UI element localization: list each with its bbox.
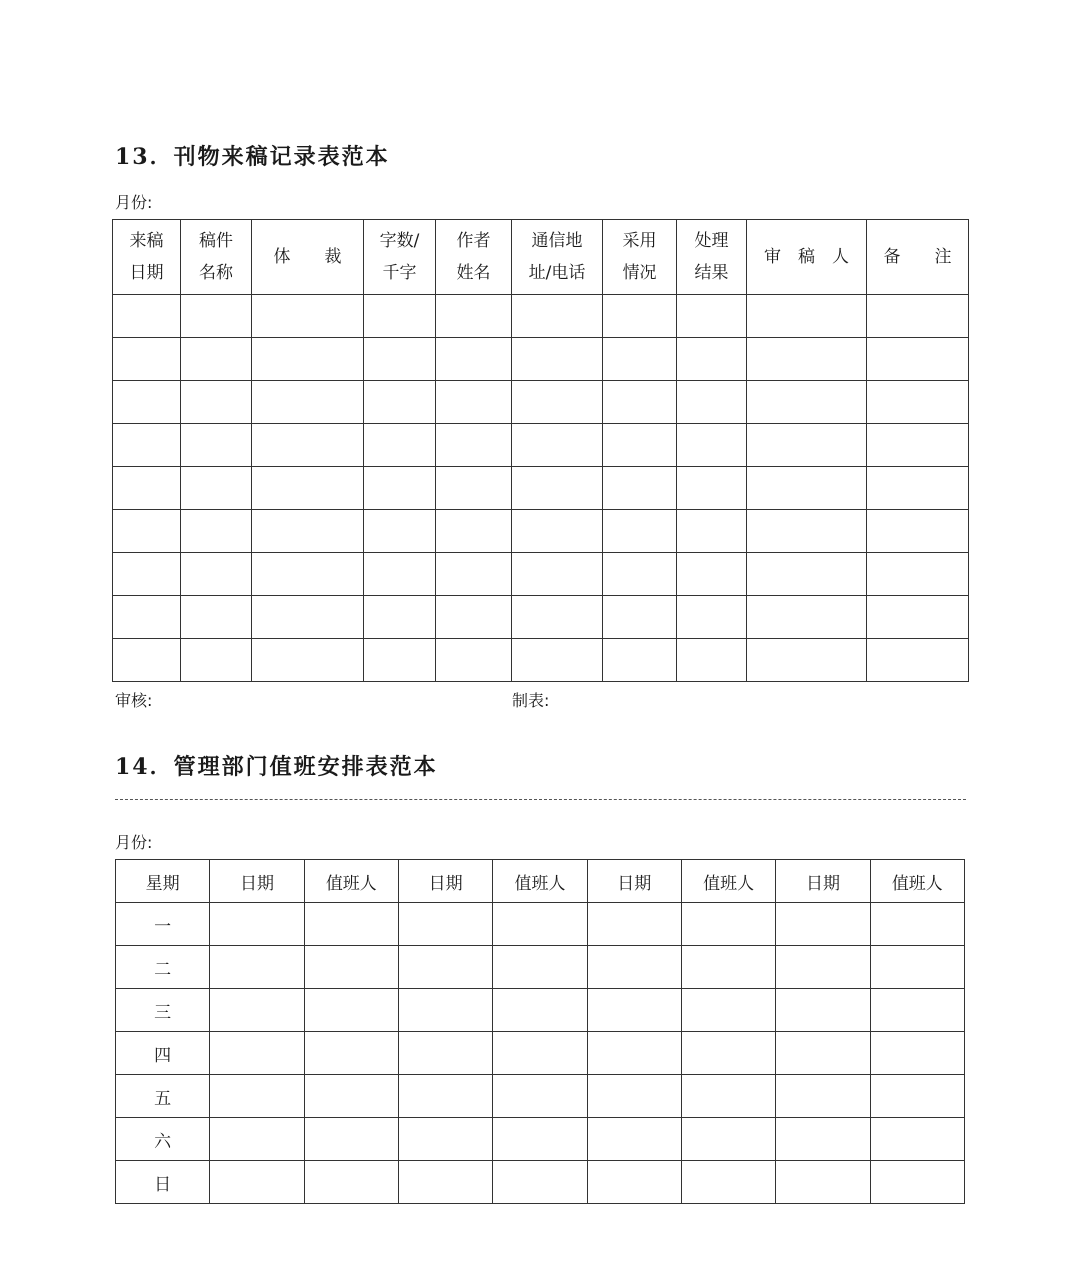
table-cell[interactable] — [252, 510, 364, 553]
table-cell[interactable] — [113, 553, 181, 596]
table-cell[interactable] — [252, 553, 364, 596]
table-row — [113, 510, 969, 553]
table-cell[interactable] — [436, 596, 512, 639]
table-cell[interactable] — [304, 903, 398, 946]
header-processing-result: 处理 结果 — [677, 220, 747, 295]
table-cell[interactable] — [867, 510, 969, 553]
table-cell[interactable] — [113, 467, 181, 510]
table-row — [116, 989, 965, 1032]
table-cell[interactable] — [776, 946, 870, 989]
table-cell[interactable] — [747, 639, 867, 682]
table-cell[interactable] — [747, 338, 867, 381]
table-cell[interactable] — [398, 1032, 492, 1075]
table-cell[interactable] — [603, 424, 677, 467]
table-cell[interactable] — [181, 338, 252, 381]
table-cell[interactable] — [304, 1032, 398, 1075]
table-cell[interactable] — [252, 639, 364, 682]
table-cell[interactable] — [113, 639, 181, 682]
manuscript-record-table — [112, 219, 969, 682]
table-cell[interactable] — [364, 510, 436, 553]
table-cell[interactable] — [436, 553, 512, 596]
header-date-4: 日期 — [776, 860, 870, 903]
table-cell[interactable] — [870, 903, 964, 946]
table-cell[interactable] — [364, 553, 436, 596]
table-cell[interactable] — [252, 467, 364, 510]
table-cell[interactable] — [867, 467, 969, 510]
table-cell[interactable] — [512, 338, 603, 381]
table-cell[interactable] — [364, 424, 436, 467]
table-cell[interactable] — [776, 1161, 870, 1204]
table-cell[interactable] — [398, 989, 492, 1032]
table-cell[interactable] — [870, 1118, 964, 1161]
table-cell[interactable] — [436, 338, 512, 381]
header-adoption-status: 采用 情况 — [603, 220, 677, 295]
weekday-cell: 六 — [116, 1118, 210, 1161]
table-cell[interactable] — [870, 1075, 964, 1118]
table-cell[interactable] — [677, 338, 747, 381]
table-cell[interactable] — [587, 1118, 681, 1161]
table-cell[interactable] — [304, 1075, 398, 1118]
table-cell[interactable] — [364, 467, 436, 510]
table-cell[interactable] — [113, 338, 181, 381]
table-cell[interactable] — [210, 1118, 304, 1161]
table-cell[interactable] — [603, 295, 677, 338]
table-cell[interactable] — [677, 295, 747, 338]
table-row — [113, 381, 969, 424]
table-cell[interactable] — [747, 596, 867, 639]
header-remarks: 备 注 — [867, 220, 969, 295]
table-cell[interactable] — [867, 295, 969, 338]
header-date-3: 日期 — [587, 860, 681, 903]
header-word-count: 字数/ 千字 — [364, 220, 436, 295]
weekday-cell: 二 — [116, 946, 210, 989]
table-cell[interactable] — [870, 946, 964, 989]
table-cell[interactable] — [681, 1118, 775, 1161]
table-cell[interactable] — [776, 1075, 870, 1118]
table-cell[interactable] — [181, 510, 252, 553]
table-cell[interactable] — [677, 553, 747, 596]
duty-schedule-table — [115, 859, 965, 1204]
table-cell[interactable] — [512, 424, 603, 467]
table-cell[interactable] — [512, 553, 603, 596]
header-submit-date: 来稿 日期 — [113, 220, 181, 295]
header-manuscript-name: 稿件 名称 — [181, 220, 252, 295]
table-cell[interactable] — [210, 1161, 304, 1204]
table-cell[interactable] — [747, 424, 867, 467]
table-cell[interactable] — [398, 1161, 492, 1204]
table-cell[interactable] — [603, 553, 677, 596]
table-cell[interactable] — [587, 903, 681, 946]
table-cell[interactable] — [867, 338, 969, 381]
table-cell[interactable] — [603, 338, 677, 381]
table-cell[interactable] — [252, 424, 364, 467]
table-cell[interactable] — [677, 467, 747, 510]
table-cell[interactable] — [304, 1118, 398, 1161]
table-cell[interactable] — [436, 639, 512, 682]
table-cell[interactable] — [493, 946, 587, 989]
table-cell[interactable] — [398, 946, 492, 989]
header-weekday: 星期 — [116, 860, 210, 903]
reviewer-label: 审核: — [115, 691, 153, 710]
table-cell[interactable] — [776, 1032, 870, 1075]
table-cell[interactable] — [493, 903, 587, 946]
section14-month-label: 月份: — [115, 833, 153, 852]
table-cell[interactable] — [512, 639, 603, 682]
weekday-cell: 三 — [116, 989, 210, 1032]
header-on-duty-2: 值班人 — [493, 860, 587, 903]
table-cell[interactable] — [210, 903, 304, 946]
table-cell[interactable] — [587, 1161, 681, 1204]
header-author-name: 作者 姓名 — [436, 220, 512, 295]
table-cell[interactable] — [512, 381, 603, 424]
table-cell[interactable] — [747, 295, 867, 338]
table-cell[interactable] — [747, 381, 867, 424]
table-cell[interactable] — [587, 946, 681, 989]
table-cell[interactable] — [747, 510, 867, 553]
header-on-duty-3: 值班人 — [681, 860, 775, 903]
table-cell[interactable] — [436, 295, 512, 338]
table-row — [116, 1118, 965, 1161]
header-on-duty-1: 值班人 — [304, 860, 398, 903]
table-cell[interactable] — [493, 1161, 587, 1204]
table-cell[interactable] — [867, 639, 969, 682]
table-cell[interactable] — [867, 596, 969, 639]
table-cell[interactable] — [512, 596, 603, 639]
table-cell[interactable] — [436, 467, 512, 510]
weekday-cell: 五 — [116, 1075, 210, 1118]
table-row — [116, 1075, 965, 1118]
header-reviewer: 审 稿 人 — [747, 220, 867, 295]
header-date-1: 日期 — [210, 860, 304, 903]
table-cell[interactable] — [603, 510, 677, 553]
table-cell[interactable] — [252, 596, 364, 639]
table-cell[interactable] — [677, 510, 747, 553]
table-cell[interactable] — [776, 1118, 870, 1161]
table-cell[interactable] — [681, 989, 775, 1032]
table-cell[interactable] — [181, 295, 252, 338]
table-cell[interactable] — [587, 989, 681, 1032]
table-cell[interactable] — [181, 381, 252, 424]
weekday-cell: 一 — [116, 903, 210, 946]
table-row — [116, 903, 965, 946]
table-cell[interactable] — [304, 989, 398, 1032]
table-cell[interactable] — [181, 596, 252, 639]
table-cell[interactable] — [677, 639, 747, 682]
table-cell[interactable] — [436, 424, 512, 467]
table-cell[interactable] — [493, 989, 587, 1032]
table-cell[interactable] — [867, 553, 969, 596]
dashed-divider — [115, 799, 966, 800]
table-cell[interactable] — [603, 596, 677, 639]
table-cell[interactable] — [364, 295, 436, 338]
table-cell[interactable] — [587, 1032, 681, 1075]
table-row — [116, 1161, 965, 1204]
table-row — [116, 946, 965, 989]
table-cell[interactable] — [436, 381, 512, 424]
table-cell[interactable] — [304, 1161, 398, 1204]
table-row — [113, 295, 969, 338]
table-cell[interactable] — [398, 1118, 492, 1161]
table-row — [113, 553, 969, 596]
table-cell[interactable] — [681, 946, 775, 989]
table-cell[interactable] — [587, 1075, 681, 1118]
table-row — [113, 424, 969, 467]
table-cell[interactable] — [113, 381, 181, 424]
table-row — [113, 338, 969, 381]
table-cell[interactable] — [210, 989, 304, 1032]
section13-month-label: 月份: — [115, 193, 153, 212]
table-cell[interactable] — [677, 424, 747, 467]
table-cell[interactable] — [252, 295, 364, 338]
table-cell[interactable] — [436, 510, 512, 553]
table-cell[interactable] — [364, 338, 436, 381]
table-cell[interactable] — [870, 1032, 964, 1075]
table-cell[interactable] — [677, 596, 747, 639]
table-cell[interactable] — [603, 467, 677, 510]
table-cell[interactable] — [364, 596, 436, 639]
table-cell[interactable] — [252, 338, 364, 381]
table-cell[interactable] — [776, 989, 870, 1032]
table-cell[interactable] — [210, 1032, 304, 1075]
table-cell[interactable] — [398, 1075, 492, 1118]
table-cell[interactable] — [867, 424, 969, 467]
table-cell[interactable] — [681, 1161, 775, 1204]
table-cell[interactable] — [512, 295, 603, 338]
table-cell[interactable] — [681, 1075, 775, 1118]
table-row — [113, 467, 969, 510]
table-row — [113, 639, 969, 682]
table-cell[interactable] — [210, 946, 304, 989]
table-cell[interactable] — [870, 989, 964, 1032]
table-cell[interactable] — [681, 903, 775, 946]
table-cell[interactable] — [181, 424, 252, 467]
table-cell[interactable] — [113, 295, 181, 338]
header-on-duty-4: 值班人 — [870, 860, 964, 903]
table-row — [113, 596, 969, 639]
table-cell[interactable] — [364, 381, 436, 424]
table-cell[interactable] — [747, 553, 867, 596]
table-cell[interactable] — [512, 467, 603, 510]
header-genre: 体 裁 — [252, 220, 364, 295]
table-cell[interactable] — [603, 381, 677, 424]
table-cell[interactable] — [210, 1075, 304, 1118]
table-cell[interactable] — [113, 510, 181, 553]
table-cell[interactable] — [776, 903, 870, 946]
table-cell[interactable] — [493, 1075, 587, 1118]
header-date-2: 日期 — [398, 860, 492, 903]
table-cell[interactable] — [677, 381, 747, 424]
weekday-cell: 四 — [116, 1032, 210, 1075]
table-cell[interactable] — [493, 1118, 587, 1161]
header-address-phone: 通信地 址/电话 — [512, 220, 603, 295]
table-cell[interactable] — [398, 903, 492, 946]
table-cell[interactable] — [181, 467, 252, 510]
section13-title: 13．刊物来稿记录表范本 — [115, 144, 390, 170]
table-maker-label: 制表: — [512, 691, 550, 710]
table-cell[interactable] — [181, 553, 252, 596]
table-cell[interactable] — [870, 1161, 964, 1204]
weekday-cell: 日 — [116, 1161, 210, 1204]
table-cell[interactable] — [181, 639, 252, 682]
table-cell[interactable] — [252, 381, 364, 424]
table-cell[interactable] — [304, 946, 398, 989]
table-cell[interactable] — [364, 639, 436, 682]
table-cell[interactable] — [867, 381, 969, 424]
section14-title: 14．管理部门值班安排表范本 — [115, 754, 438, 780]
table-cell[interactable] — [512, 510, 603, 553]
table-cell[interactable] — [681, 1032, 775, 1075]
table-row — [116, 1032, 965, 1075]
table-cell[interactable] — [113, 424, 181, 467]
table-cell[interactable] — [493, 1032, 587, 1075]
table-cell[interactable] — [113, 596, 181, 639]
table-cell[interactable] — [603, 639, 677, 682]
table-cell[interactable] — [747, 467, 867, 510]
